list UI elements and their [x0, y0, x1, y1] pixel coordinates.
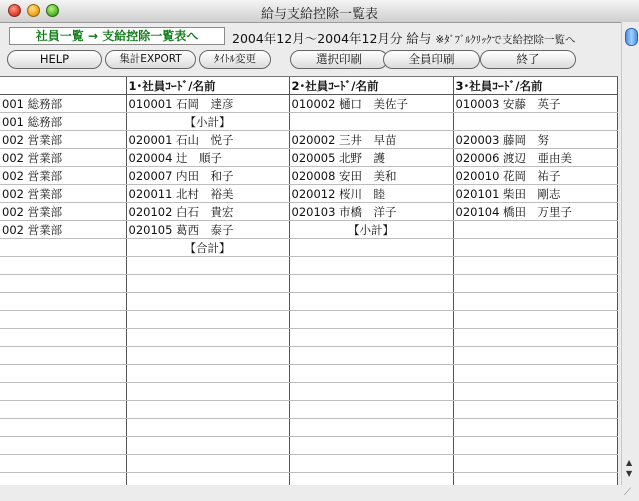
empty-table-row[interactable]: [0, 437, 617, 455]
table-cell[interactable]: [126, 257, 289, 275]
table-cell[interactable]: [453, 455, 617, 473]
table-cell[interactable]: [126, 293, 289, 311]
table-cell[interactable]: [453, 419, 617, 437]
table-cell[interactable]: [126, 329, 289, 347]
help-button[interactable]: HELP: [7, 50, 102, 69]
print-selected-button[interactable]: 選択印刷: [290, 50, 388, 69]
table-cell[interactable]: [289, 311, 453, 329]
column-header: 3･社員ｺｰﾄﾞ/名前: [453, 77, 617, 95]
vertical-scrollbar[interactable]: [621, 22, 639, 485]
table-cell[interactable]: [289, 257, 453, 275]
title-bar: [0, 0, 639, 23]
table-header-row: [0, 77, 617, 95]
bottom-bar: [0, 485, 621, 501]
table-row[interactable]: [0, 239, 617, 257]
table-cell[interactable]: 020008 安田 美和: [289, 167, 453, 185]
table-cell[interactable]: [0, 365, 126, 383]
breadcrumb: 社員一覧 → 支給控除一覧表へ: [9, 27, 225, 45]
table-cell[interactable]: 010001 石岡 達彦: [126, 95, 289, 113]
table-row[interactable]: [0, 131, 617, 149]
scroll-thumb[interactable]: [625, 28, 638, 46]
table-cell[interactable]: 020010 花岡 祐子: [453, 167, 617, 185]
table-row[interactable]: [0, 149, 617, 167]
table-cell[interactable]: 020001 石山 悦子: [126, 131, 289, 149]
table-row[interactable]: [0, 221, 617, 239]
table-row[interactable]: [0, 95, 617, 113]
print-all-button[interactable]: 全員印刷: [383, 50, 480, 69]
title-change-button[interactable]: ﾀｲﾄﾙ変更: [199, 50, 271, 69]
table-cell[interactable]: 001 総務部: [0, 113, 126, 131]
table-cell[interactable]: 020101 柴田 剛志: [453, 185, 617, 203]
table-cell[interactable]: [0, 347, 126, 365]
table-cell[interactable]: [0, 383, 126, 401]
table-cell[interactable]: [126, 437, 289, 455]
table-cell[interactable]: [453, 239, 617, 257]
table-cell[interactable]: 002 営業部: [0, 203, 126, 221]
table-cell[interactable]: 010003 安藤 英子: [453, 95, 617, 113]
table-cell[interactable]: [126, 365, 289, 383]
table-row[interactable]: [0, 203, 617, 221]
empty-table-row[interactable]: [0, 419, 617, 437]
table-cell[interactable]: [453, 275, 617, 293]
table-cell[interactable]: 020104 橋田 万里子: [453, 203, 617, 221]
table-cell[interactable]: [126, 383, 289, 401]
table-cell[interactable]: [289, 347, 453, 365]
quit-button[interactable]: 終了: [480, 50, 576, 69]
table-cell[interactable]: 002 営業部: [0, 185, 126, 203]
period-label: [232, 29, 575, 47]
table-cell[interactable]: [0, 437, 126, 455]
column-header: [0, 77, 126, 95]
table-cell[interactable]: [453, 365, 617, 383]
table-cell[interactable]: 【小計】: [126, 113, 289, 131]
table-cell[interactable]: 002 営業部: [0, 221, 126, 239]
empty-table-row[interactable]: [0, 347, 617, 365]
table-cell[interactable]: [0, 293, 126, 311]
empty-table-row[interactable]: [0, 401, 617, 419]
table-cell[interactable]: 020012 桜川 睦: [289, 185, 453, 203]
table-cell[interactable]: [289, 329, 453, 347]
empty-table-row[interactable]: [0, 383, 617, 401]
table-cell[interactable]: [126, 419, 289, 437]
table-cell[interactable]: 020006 渡辺 亜由美: [453, 149, 617, 167]
employee-table[interactable]: [0, 76, 618, 487]
table-cell[interactable]: [453, 347, 617, 365]
table-cell[interactable]: 002 営業部: [0, 149, 126, 167]
table-cell[interactable]: [453, 383, 617, 401]
scroll-up-arrow-icon[interactable]: ▲: [626, 458, 633, 467]
table-cell[interactable]: [289, 401, 453, 419]
export-button[interactable]: 集計EXPORT: [105, 50, 196, 69]
table-cell[interactable]: [289, 419, 453, 437]
table-cell[interactable]: 【小計】: [289, 221, 453, 239]
table-cell[interactable]: [0, 275, 126, 293]
table-row[interactable]: [0, 185, 617, 203]
table-cell[interactable]: 002 営業部: [0, 131, 126, 149]
table-cell[interactable]: [289, 275, 453, 293]
empty-table-row[interactable]: [0, 293, 617, 311]
double-click-hint: ※ﾀﾞﾌﾞﾙｸﾘｯｸで支給控除一覧へ: [435, 34, 576, 46]
table-cell[interactable]: 020103 市橋 洋子: [289, 203, 453, 221]
table-cell[interactable]: [0, 329, 126, 347]
table-cell[interactable]: [0, 311, 126, 329]
table-cell[interactable]: [0, 455, 126, 473]
table-row[interactable]: [0, 113, 617, 131]
table-cell[interactable]: [453, 257, 617, 275]
column-header: 2･社員ｺｰﾄﾞ/名前: [289, 77, 453, 95]
empty-table-row[interactable]: [0, 365, 617, 383]
period-text: 2004年12月～2004年12月分 給与: [232, 31, 432, 46]
table-cell[interactable]: [453, 401, 617, 419]
empty-table-row[interactable]: [0, 257, 617, 275]
table-cell[interactable]: [453, 437, 617, 455]
column-header: 1･社員ｺｰﾄﾞ/名前: [126, 77, 289, 95]
table-cell[interactable]: [126, 347, 289, 365]
table-cell[interactable]: 020005 北野 護: [289, 149, 453, 167]
table-cell[interactable]: 001 総務部: [0, 95, 126, 113]
table-cell[interactable]: [289, 239, 453, 257]
table-cell[interactable]: 020011 北村 裕美: [126, 185, 289, 203]
table-cell[interactable]: 020007 内田 和子: [126, 167, 289, 185]
table-cell[interactable]: [126, 401, 289, 419]
empty-table-row[interactable]: [0, 329, 617, 347]
table-cell[interactable]: [289, 293, 453, 311]
empty-table-row[interactable]: [0, 275, 617, 293]
table-cell[interactable]: 020003 藤岡 努: [453, 131, 617, 149]
table-cell[interactable]: [453, 311, 617, 329]
table-cell[interactable]: [453, 293, 617, 311]
table-cell[interactable]: [453, 113, 617, 131]
table-cell[interactable]: [0, 419, 126, 437]
table-cell[interactable]: [289, 455, 453, 473]
table-cell[interactable]: 020002 三井 早苗: [289, 131, 453, 149]
table-cell[interactable]: [453, 329, 617, 347]
resize-grip-icon[interactable]: ⟋: [624, 487, 631, 498]
table-cell[interactable]: [126, 455, 289, 473]
table-cell[interactable]: [289, 365, 453, 383]
table-cell[interactable]: 020105 葛西 泰子: [126, 221, 289, 239]
table-cell[interactable]: 002 営業部: [0, 167, 126, 185]
table-cell[interactable]: [126, 275, 289, 293]
table-cell[interactable]: [0, 401, 126, 419]
table-cell[interactable]: [289, 383, 453, 401]
table-cell[interactable]: 010002 樋口 美佐子: [289, 95, 453, 113]
empty-table-row[interactable]: [0, 455, 617, 473]
table-cell[interactable]: [453, 221, 617, 239]
table-cell[interactable]: [289, 113, 453, 131]
table-cell[interactable]: [289, 437, 453, 455]
table-cell[interactable]: [0, 257, 126, 275]
table-row[interactable]: [0, 167, 617, 185]
table-cell[interactable]: [126, 311, 289, 329]
empty-table-row[interactable]: [0, 311, 617, 329]
table-cell[interactable]: 【合計】: [126, 239, 289, 257]
table-cell[interactable]: 020004 辻 順子: [126, 149, 289, 167]
scroll-down-arrow-icon[interactable]: ▼: [626, 469, 633, 478]
table-cell[interactable]: [0, 239, 126, 257]
table-cell[interactable]: 020102 白石 貴宏: [126, 203, 289, 221]
window-title: 給与支給控除一覧表: [260, 7, 378, 22]
